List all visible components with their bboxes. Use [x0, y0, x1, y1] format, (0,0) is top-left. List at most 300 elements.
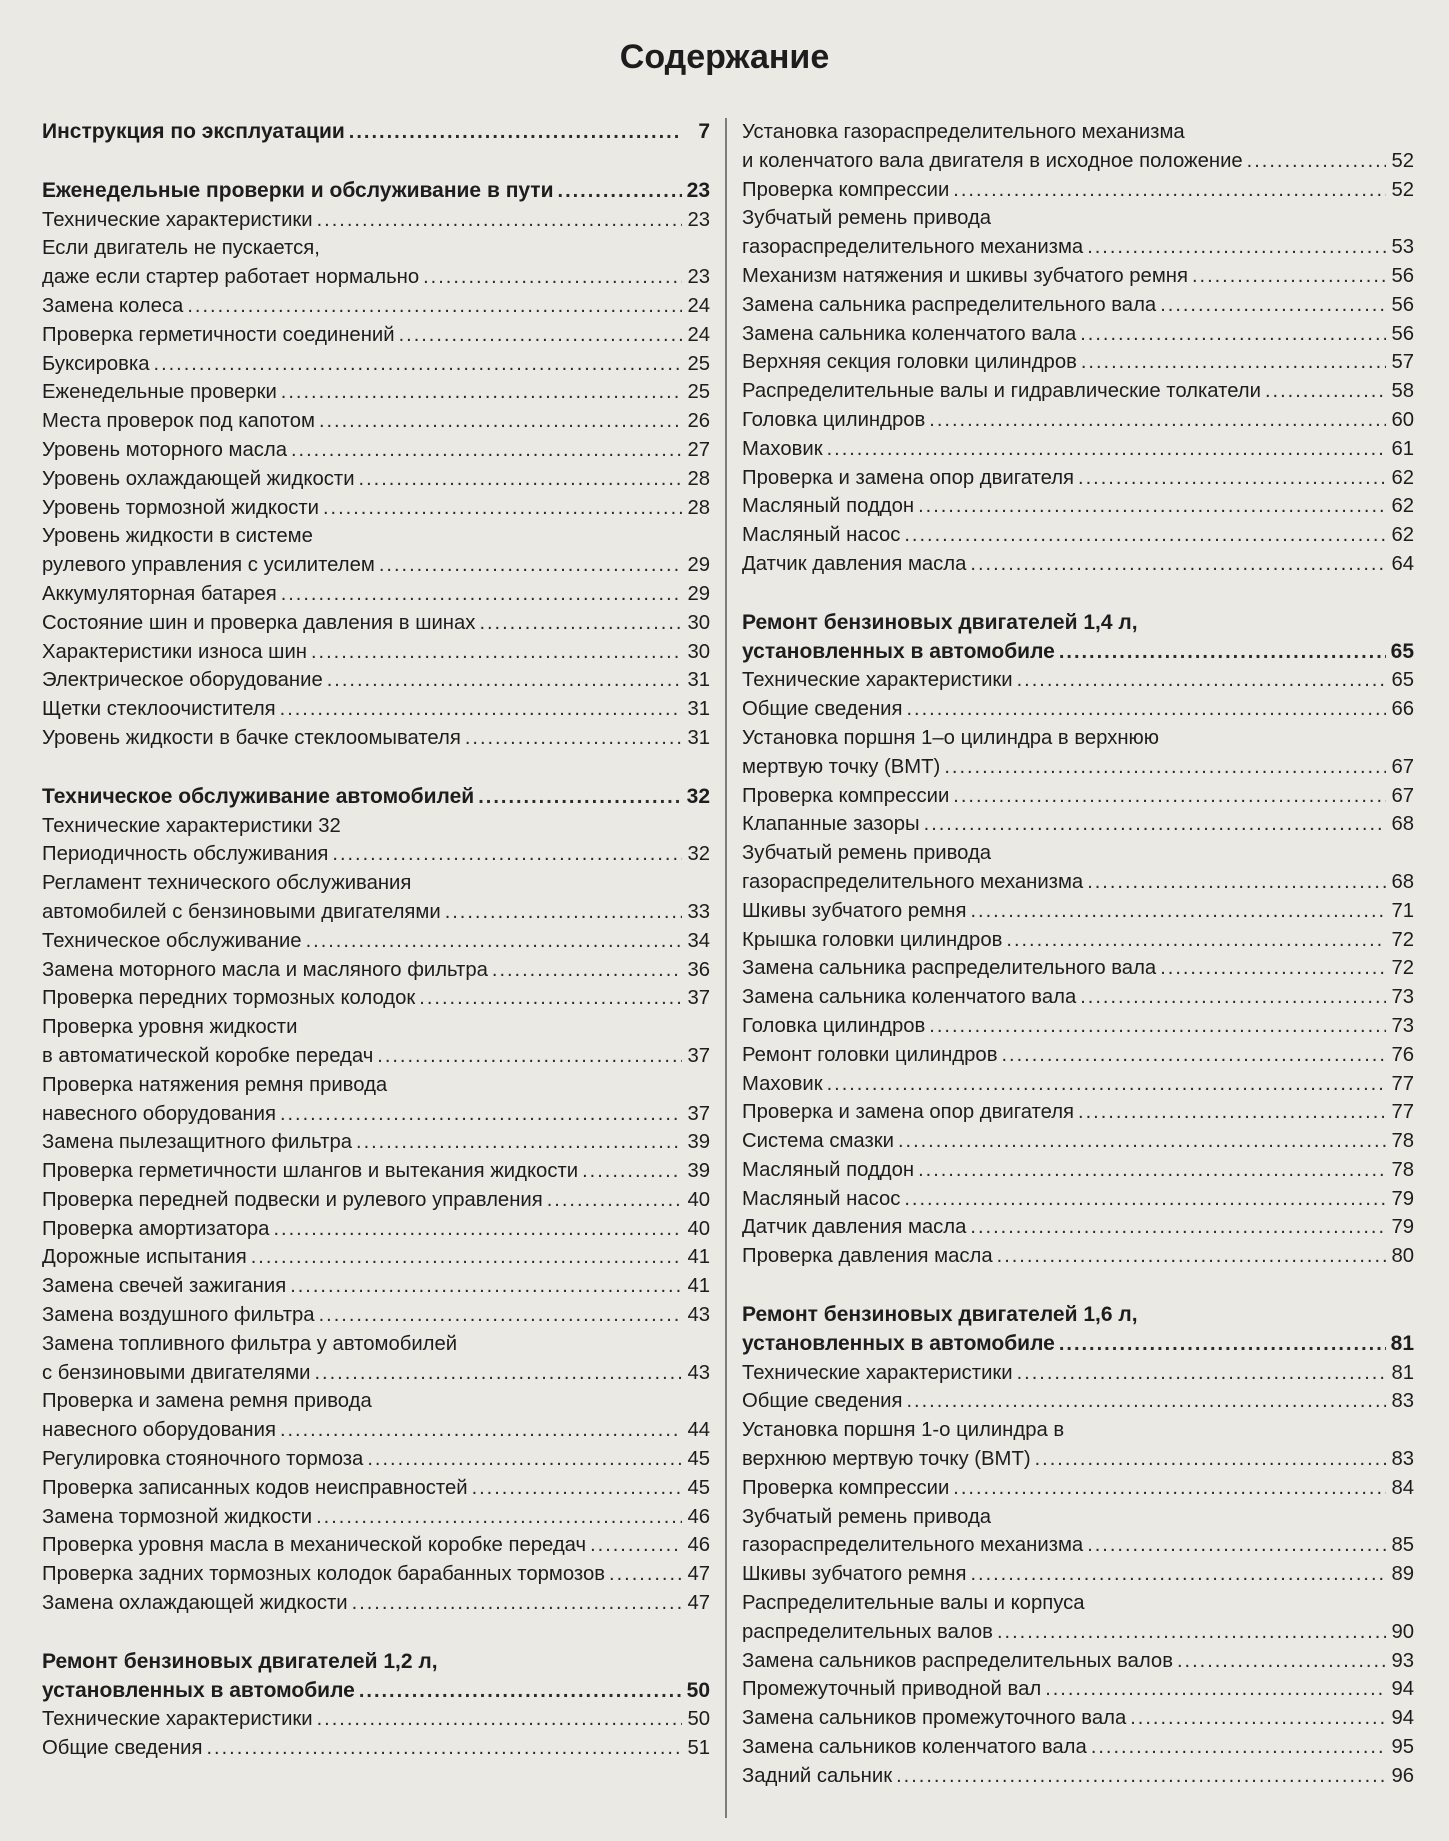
toc-entry[interactable] [742, 1762, 1414, 1791]
toc-entry-line [42, 1186, 710, 1215]
dot-leader [1091, 1733, 1386, 1762]
toc-entry-line [42, 177, 710, 206]
page-number: 40 [687, 1217, 710, 1240]
toc-entry[interactable] [742, 435, 1414, 464]
toc-entry-line [742, 348, 1414, 377]
toc-entry[interactable] [42, 1589, 710, 1618]
toc-entry[interactable] [742, 1242, 1414, 1271]
toc-entry-line [42, 1272, 710, 1301]
page-number: 41 [687, 1246, 710, 1269]
dot-leader [1160, 954, 1386, 983]
toc-entry[interactable] [742, 1185, 1414, 1214]
dot-leader [419, 984, 682, 1013]
toc-entry-line [742, 954, 1414, 983]
dot-leader [924, 810, 1386, 839]
toc-entry[interactable] [42, 1503, 710, 1532]
toc-entry-line [742, 1156, 1414, 1185]
page-number: 77 [1391, 1101, 1414, 1124]
page-number: 83 [1391, 1448, 1414, 1471]
dot-leader [558, 177, 682, 206]
toc-entry-title: Шкивы зубчатого ремня [742, 1563, 967, 1586]
toc-entry-line [742, 926, 1414, 955]
toc-entry[interactable] [742, 1704, 1414, 1733]
toc-entry-line [42, 898, 710, 927]
page-number: 34 [687, 929, 710, 952]
page-number: 77 [1391, 1072, 1414, 1095]
toc-entry[interactable] [42, 1531, 710, 1560]
dot-leader [479, 609, 682, 638]
toc-entry-line [742, 521, 1414, 550]
toc-entry-title: Общие сведения [742, 1390, 903, 1413]
page-number: 25 [687, 381, 710, 404]
toc-entry[interactable] [742, 1503, 1414, 1561]
toc-entry[interactable] [742, 464, 1414, 493]
toc-entry-title: Уровень жидкости в бачке стеклоомывателя [42, 726, 461, 749]
toc-entry[interactable] [42, 234, 710, 292]
toc-entry-title: Ремонт бензиновых двигателей 1,6 л, [742, 1303, 1138, 1327]
toc-entry[interactable] [42, 1186, 710, 1215]
toc-entry[interactable] [42, 840, 710, 869]
toc-entry[interactable] [742, 521, 1414, 550]
dot-leader [1035, 1445, 1386, 1474]
toc-entry[interactable] [742, 1416, 1414, 1474]
toc-section-heading[interactable] [42, 118, 710, 147]
page-number: 30 [687, 640, 710, 663]
page-number: 67 [1391, 784, 1414, 807]
toc-entry-line [42, 1677, 710, 1706]
dot-leader [547, 1186, 682, 1215]
toc-entry-line [42, 724, 710, 753]
page-number: 39 [687, 1131, 710, 1154]
toc-entry-line [742, 1647, 1414, 1676]
page-number: 72 [1391, 928, 1414, 951]
page-number: 56 [1391, 264, 1414, 287]
toc-entry[interactable] [742, 782, 1414, 811]
toc-entry[interactable] [42, 350, 710, 379]
toc-entry-title: Если двигатель не пускается, [42, 237, 320, 260]
page-number: 65 [1390, 639, 1414, 663]
toc-entry-title: Замена сальников промежуточного вала [742, 1707, 1127, 1730]
toc-entry-title: Аккумуляторная батарея [42, 582, 277, 605]
dot-leader [359, 465, 682, 494]
toc-entry[interactable] [42, 494, 710, 523]
toc-entry[interactable] [742, 1647, 1414, 1676]
toc-entry-title: Еженедельные проверки и обслуживание в пути [42, 178, 554, 202]
toc-entry[interactable] [42, 695, 710, 724]
toc-entry-title: Замена воздушного фильтра [42, 1304, 315, 1327]
page-number: 84 [1391, 1476, 1414, 1499]
toc-entry[interactable] [42, 724, 710, 753]
toc-entry[interactable] [742, 1098, 1414, 1127]
page-number: 45 [687, 1448, 710, 1471]
toc-entry-line [42, 436, 710, 465]
page-number: 76 [1391, 1043, 1414, 1066]
toc-entry[interactable] [742, 406, 1414, 435]
page-number: 73 [1391, 986, 1414, 1009]
toc-entry-title: газораспределительного механизма [742, 236, 1084, 259]
toc-entry-title: с бензиновыми двигателями [42, 1361, 311, 1384]
dot-leader [590, 1531, 682, 1560]
dot-leader [327, 666, 682, 695]
toc-entry[interactable] [42, 1215, 710, 1244]
toc-entry-line [742, 810, 1414, 839]
dot-leader [918, 492, 1386, 521]
page-number: 37 [687, 987, 710, 1010]
toc-entry-line [42, 638, 710, 667]
toc-entry[interactable] [742, 1156, 1414, 1185]
toc-entry[interactable] [42, 206, 710, 235]
dot-leader [970, 897, 1386, 926]
page-number: 43 [687, 1361, 710, 1384]
toc-entry-title: навесного оборудования [42, 1102, 276, 1125]
toc-entry-line [742, 1359, 1414, 1388]
dot-leader [1247, 147, 1386, 176]
toc-entry-title: Масляный поддон [742, 495, 915, 518]
toc-entry-title: рулевого управления с усилителем [42, 554, 375, 577]
page-number: 52 [1391, 178, 1414, 201]
toc-entry[interactable] [742, 1012, 1414, 1041]
dot-leader [906, 695, 1386, 724]
toc-entry[interactable] [742, 320, 1414, 349]
toc-entry[interactable] [742, 1070, 1414, 1099]
toc-entry-line [742, 464, 1414, 493]
toc-entry-line [42, 956, 710, 985]
page-number: 66 [1391, 698, 1414, 721]
page-number: 26 [687, 410, 710, 433]
dot-leader [281, 378, 682, 407]
page-number: 56 [1391, 293, 1414, 316]
toc-entry[interactable] [42, 1330, 710, 1388]
toc-entry[interactable] [742, 724, 1414, 782]
toc-entry[interactable] [742, 810, 1414, 839]
toc-right-column [742, 118, 1414, 1791]
toc-entry-line [742, 1704, 1414, 1733]
toc-entry-title: Клапанные зазоры [742, 813, 920, 836]
page-number: 81 [1390, 1331, 1414, 1355]
dot-leader [929, 406, 1386, 435]
page-number: 32 [687, 843, 710, 866]
toc-entry-title: Проверка и замена опор двигателя [742, 1101, 1075, 1124]
toc-section-heading[interactable] [42, 783, 710, 812]
dot-leader [492, 956, 682, 985]
toc-entry-title: Дорожные испытания [42, 1246, 247, 1269]
toc-entry-line [742, 262, 1414, 291]
toc-entry[interactable] [742, 492, 1414, 521]
toc-entry-title: Замена моторного масла и масляного фильтра [42, 958, 488, 981]
dot-leader [1160, 291, 1386, 320]
page-number: 68 [1391, 870, 1414, 893]
toc-entry-line [742, 1675, 1414, 1704]
toc-entry[interactable] [42, 1734, 710, 1763]
toc-entry-title: и коленчатого вала двигателя в исходное положение [742, 149, 1243, 172]
toc-entry[interactable] [42, 1560, 710, 1589]
dot-leader [1130, 1704, 1386, 1733]
dot-leader [609, 1560, 682, 1589]
dot-leader [827, 1070, 1386, 1099]
toc-entry-title: Уровень жидкости в системе [42, 525, 313, 548]
toc-entry-line [742, 118, 1414, 147]
dot-leader [997, 1618, 1386, 1647]
toc-entry[interactable] [742, 291, 1414, 320]
toc-entry[interactable] [42, 638, 710, 667]
toc-entry[interactable] [42, 1445, 710, 1474]
toc-entry[interactable] [742, 377, 1414, 406]
toc-entry[interactable] [42, 812, 710, 841]
toc-entry-title: Замена сальника коленчатого вала [742, 986, 1077, 1009]
toc-entry-title: Замена сальника распределительного вала [742, 293, 1157, 316]
dot-leader [187, 292, 682, 321]
toc-entry-title: верхнюю мертвую точку (ВМТ) [742, 1448, 1031, 1471]
toc-entry[interactable] [742, 1733, 1414, 1762]
dot-leader [465, 724, 682, 753]
toc-entry-line [42, 1445, 710, 1474]
toc-section-heading[interactable] [742, 1301, 1414, 1359]
toc-entry-line [742, 1242, 1414, 1271]
toc-entry[interactable] [42, 580, 710, 609]
toc-entry-title: Маховик [742, 437, 823, 460]
toc-entry[interactable] [742, 839, 1414, 897]
page-number: 39 [687, 1160, 710, 1183]
toc-section-heading[interactable] [742, 609, 1414, 667]
toc-entry-line [742, 492, 1414, 521]
toc-entry[interactable] [742, 550, 1414, 579]
page-number: 44 [687, 1419, 710, 1442]
dot-leader [1078, 1098, 1386, 1127]
dot-leader [929, 1012, 1386, 1041]
toc-entry[interactable] [742, 176, 1414, 205]
toc-entry-line [742, 1127, 1414, 1156]
toc-entry-title: Проверка компрессии [742, 784, 950, 807]
toc-entry[interactable] [42, 321, 710, 350]
toc-entry-line [742, 1445, 1414, 1474]
toc-entry-line [42, 1128, 710, 1157]
toc-entry[interactable] [42, 1157, 710, 1186]
dot-leader [1087, 868, 1386, 897]
toc-entry-line [42, 551, 710, 580]
page-number: 94 [1391, 1707, 1414, 1730]
dot-leader [323, 494, 682, 523]
toc-entry-line [742, 435, 1414, 464]
toc-entry-title: Места проверок под капотом [42, 410, 315, 433]
toc-entry[interactable] [742, 666, 1414, 695]
page-number: 62 [1391, 495, 1414, 518]
toc-section-heading[interactable] [42, 1648, 710, 1706]
page-number: 79 [1391, 1187, 1414, 1210]
toc-entry[interactable] [742, 695, 1414, 724]
toc-entry[interactable] [42, 292, 710, 321]
toc-entry[interactable] [742, 348, 1414, 377]
toc-entry[interactable] [42, 436, 710, 465]
page-number: 96 [1391, 1764, 1414, 1787]
toc-entry[interactable] [742, 926, 1414, 955]
toc-entry[interactable] [742, 1127, 1414, 1156]
toc-entry-line [742, 695, 1414, 724]
dot-leader [1087, 233, 1386, 262]
dot-leader [281, 580, 682, 609]
page-number: 31 [687, 698, 710, 721]
page-number: 80 [1391, 1245, 1414, 1268]
toc-section-heading[interactable] [42, 177, 710, 206]
toc-entry[interactable] [42, 378, 710, 407]
toc-entry-line [742, 1041, 1414, 1070]
toc-entry-line [42, 869, 710, 898]
toc-entry-title: Замена сальников коленчатого вала [742, 1736, 1087, 1759]
page-number: 7 [698, 120, 710, 143]
toc-entry[interactable] [742, 262, 1414, 291]
dot-leader [319, 1301, 682, 1330]
dot-leader [280, 695, 682, 724]
toc-entry-line [42, 118, 710, 147]
toc-entry[interactable] [742, 1387, 1414, 1416]
page-number: 23 [687, 266, 710, 289]
toc-entry-title: Замена свечей зажигания [42, 1275, 287, 1298]
page-number: 52 [1391, 149, 1414, 172]
toc-entry[interactable] [42, 1301, 710, 1330]
toc-entry-line [742, 868, 1414, 897]
toc-entry[interactable] [42, 666, 710, 695]
dot-leader [970, 1560, 1386, 1589]
page-number: 53 [1391, 236, 1414, 259]
toc-entry[interactable] [42, 927, 710, 956]
toc-entry[interactable] [42, 465, 710, 494]
page-number: 47 [687, 1563, 710, 1586]
toc-entry-title: Масляный насос [742, 524, 901, 547]
toc-entry[interactable] [42, 956, 710, 985]
toc-entry[interactable] [42, 1705, 710, 1734]
dot-leader [316, 1503, 682, 1532]
dot-leader [478, 783, 682, 812]
dot-leader [206, 1734, 682, 1763]
toc-entry-title: Проверка герметичности соединений [42, 323, 395, 346]
toc-entry-line [742, 291, 1414, 320]
toc-entry[interactable] [42, 1387, 710, 1445]
toc-entry-title: Щетки стеклоочистителя [42, 698, 276, 721]
toc-entry[interactable] [42, 984, 710, 1013]
page-number: 33 [687, 900, 710, 923]
dot-leader [472, 1474, 682, 1503]
toc-entry-title: Система смазки [742, 1130, 894, 1153]
page-number: 65 [1391, 669, 1414, 692]
dot-leader [1059, 638, 1386, 667]
toc-entry[interactable] [742, 983, 1414, 1012]
toc-entry-title: Проверка герметичности шлангов и вытекания жидкости [42, 1160, 579, 1183]
toc-entry[interactable] [42, 1013, 710, 1071]
toc-entry-title: Проверка давления масла [742, 1245, 993, 1268]
dot-leader [356, 1128, 682, 1157]
toc-entry-title: Технические характеристики [742, 1361, 1013, 1384]
page-number: 23 [686, 178, 710, 202]
toc-entry[interactable] [742, 1041, 1414, 1070]
toc-entry-line [42, 812, 710, 841]
toc-entry-title: Технические характеристики [742, 669, 1013, 692]
toc-entry[interactable] [742, 1213, 1414, 1242]
toc-entry-line [42, 927, 710, 956]
toc-entry[interactable] [742, 1359, 1414, 1388]
page-title: Содержание [619, 38, 830, 76]
dot-leader [319, 407, 682, 436]
toc-entry-title: установленных в автомобиле [742, 639, 1055, 663]
toc-entry-title: Установка поршня 1–о цилиндра в верхнюю [742, 726, 1159, 749]
toc-entry-title: Замена колеса [42, 294, 184, 317]
page-number: 31 [687, 669, 710, 692]
page-number: 25 [687, 352, 710, 375]
toc-entry-title: Замена сальников распределительных валов [742, 1649, 1173, 1672]
toc-entry-line [742, 724, 1414, 753]
toc-entry[interactable] [742, 204, 1414, 262]
dot-leader [953, 782, 1386, 811]
dot-leader [311, 638, 682, 667]
toc-entry-line [42, 1359, 710, 1388]
toc-entry-title: Уровень моторного масла [42, 438, 287, 461]
dot-leader [291, 436, 682, 465]
toc-entry-line [42, 1734, 710, 1763]
section-gap [42, 1618, 710, 1648]
toc-entry[interactable] [42, 522, 710, 580]
column-divider [725, 118, 727, 1818]
toc-entry-line [742, 204, 1414, 233]
toc-entry[interactable] [42, 1128, 710, 1157]
toc-entry-line [742, 550, 1414, 579]
dot-leader [1045, 1675, 1386, 1704]
toc-entry[interactable] [42, 407, 710, 436]
toc-entry-title: Датчик давления масла [742, 1216, 967, 1239]
toc-entry-title: Ремонт бензиновых двигателей 1,4 л, [742, 610, 1138, 634]
toc-entry-title: Ремонт бензиновых двигателей 1,2 л, [42, 1649, 438, 1673]
toc-entry-title: Промежуточный приводной вал [742, 1678, 1042, 1701]
toc-entry-line [742, 983, 1414, 1012]
toc-entry-line [42, 1474, 710, 1503]
toc-entry[interactable] [742, 954, 1414, 983]
toc-entry-line [742, 1301, 1414, 1330]
toc-entry[interactable] [42, 1272, 710, 1301]
toc-entry[interactable] [742, 897, 1414, 926]
toc-entry[interactable] [42, 609, 710, 638]
page-number: 61 [1391, 437, 1414, 460]
toc-entry[interactable] [42, 869, 710, 927]
toc-entry-title: газораспределительного механизма [742, 870, 1084, 893]
toc-entry-line [742, 1330, 1414, 1359]
toc-entry-title: Проверка передней подвески и рулевого управления [42, 1188, 543, 1211]
toc-entry-title: Головка цилиндров [742, 408, 926, 431]
page-number: 93 [1391, 1649, 1414, 1672]
toc-entry[interactable] [742, 118, 1414, 176]
toc-entry[interactable] [742, 1474, 1414, 1503]
page-number: 41 [687, 1275, 710, 1298]
dot-leader [1192, 262, 1386, 291]
toc-entry-title: Электрическое оборудование [42, 669, 323, 692]
toc-entry[interactable] [742, 1589, 1414, 1647]
toc-entry-line [742, 233, 1414, 262]
page-number: 45 [687, 1476, 710, 1499]
dot-leader [1017, 666, 1386, 695]
dot-leader [1080, 320, 1386, 349]
toc-entry[interactable] [42, 1474, 710, 1503]
page-number: 78 [1391, 1130, 1414, 1153]
toc-entry-title: Масляный насос [742, 1187, 901, 1210]
toc-entry-title: Состояние шин и проверка давления в шинах [42, 611, 476, 634]
page-number: 79 [1391, 1216, 1414, 1239]
toc-entry-line [42, 234, 710, 263]
dot-leader [1059, 1330, 1386, 1359]
toc-entry[interactable] [742, 1675, 1414, 1704]
toc-entry[interactable] [742, 1560, 1414, 1589]
toc-entry-line [42, 984, 710, 1013]
toc-entry-title: Замена сальника распределительного вала [742, 957, 1157, 980]
toc-entry[interactable] [42, 1071, 710, 1129]
toc-entry-title: Датчик давления масла [742, 552, 967, 575]
toc-entry-line [42, 1330, 710, 1359]
toc-entry[interactable] [42, 1243, 710, 1272]
